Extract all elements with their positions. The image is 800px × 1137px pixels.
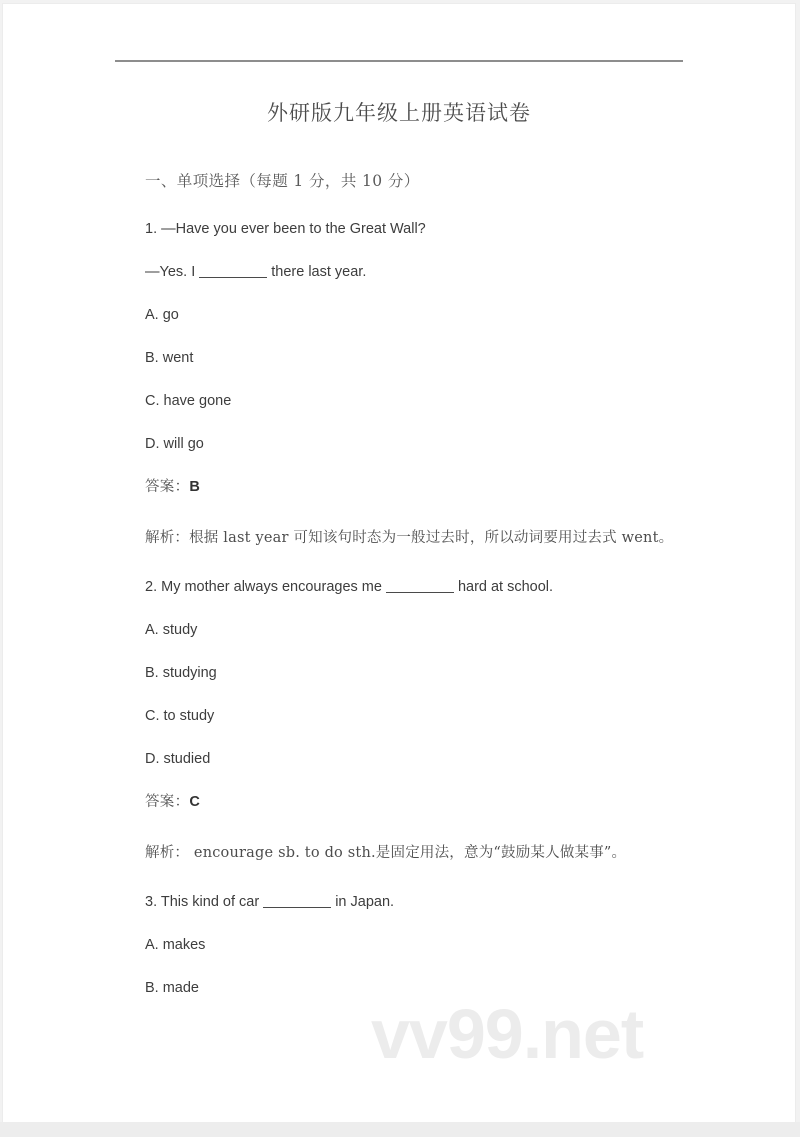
question-3-stem-post: in Japan.	[335, 894, 395, 910]
site-watermark: vv99.net	[371, 995, 644, 1073]
question-3-option-b[interactable]: B. made	[145, 980, 199, 996]
question-1-option-b[interactable]: B. went	[145, 350, 194, 366]
question-2-option-c[interactable]: C. to study	[145, 708, 215, 724]
question-1-option-a[interactable]: A. go	[145, 307, 179, 323]
question-list	[145, 222, 745, 1024]
question-2-option-d[interactable]: D. studied	[145, 751, 211, 767]
question-2-option-b[interactable]: B. studying	[145, 665, 217, 681]
question-1-answer-prefix: 答案：	[145, 479, 190, 495]
question-2-stem-pre: 2. My mother always encourages me	[145, 579, 382, 595]
question-1-stem-line-2-pre: —Yes. I	[145, 264, 196, 280]
question-3-stem	[145, 895, 745, 910]
page-bottom-edge	[0, 1122, 800, 1137]
question-1-stem-line-2-post: there last year.	[271, 264, 367, 280]
question-2-stem-post: hard at school.	[457, 579, 554, 595]
question-2-stem	[145, 580, 745, 595]
question-1-option-d[interactable]: D. will go	[145, 436, 204, 452]
question-2-answer-prefix: 答案：	[145, 794, 190, 810]
question-3-option-a[interactable]: A. makes	[145, 937, 206, 953]
section-heading-multiple-choice: 一、单项选择（每题 1 分，共 10 分）	[145, 172, 420, 190]
page-title: 外研版九年级上册英语试卷	[267, 101, 531, 125]
question-1-stem-line-1: 1. —Have you ever been to the Great Wall?	[145, 221, 426, 237]
question-1-explanation: 解析：根据 last year 可知该句时态为一般过去时，所以动词要用过去式 went。	[145, 529, 674, 546]
question-2-explanation: 解析： encourage sb. to do sth.是固定用法，意为“鼓励某人做某事”。	[145, 844, 627, 861]
question-1-option-c[interactable]: C. have gone	[145, 393, 232, 409]
header-divider-rule	[115, 60, 683, 62]
question-1-stem-line-2	[145, 265, 745, 280]
question-3-blank	[263, 907, 331, 908]
question-2-blank	[386, 592, 454, 593]
question-1-answer	[145, 480, 745, 495]
question-2-answer	[145, 795, 745, 810]
question-1-blank	[199, 277, 267, 278]
document-page	[3, 4, 795, 1122]
question-2-option-a[interactable]: A. study	[145, 622, 198, 638]
question-2-answer-value: C	[189, 794, 201, 810]
question-1-answer-value: B	[189, 479, 201, 495]
question-3-stem-pre: 3. This kind of car	[145, 894, 260, 910]
